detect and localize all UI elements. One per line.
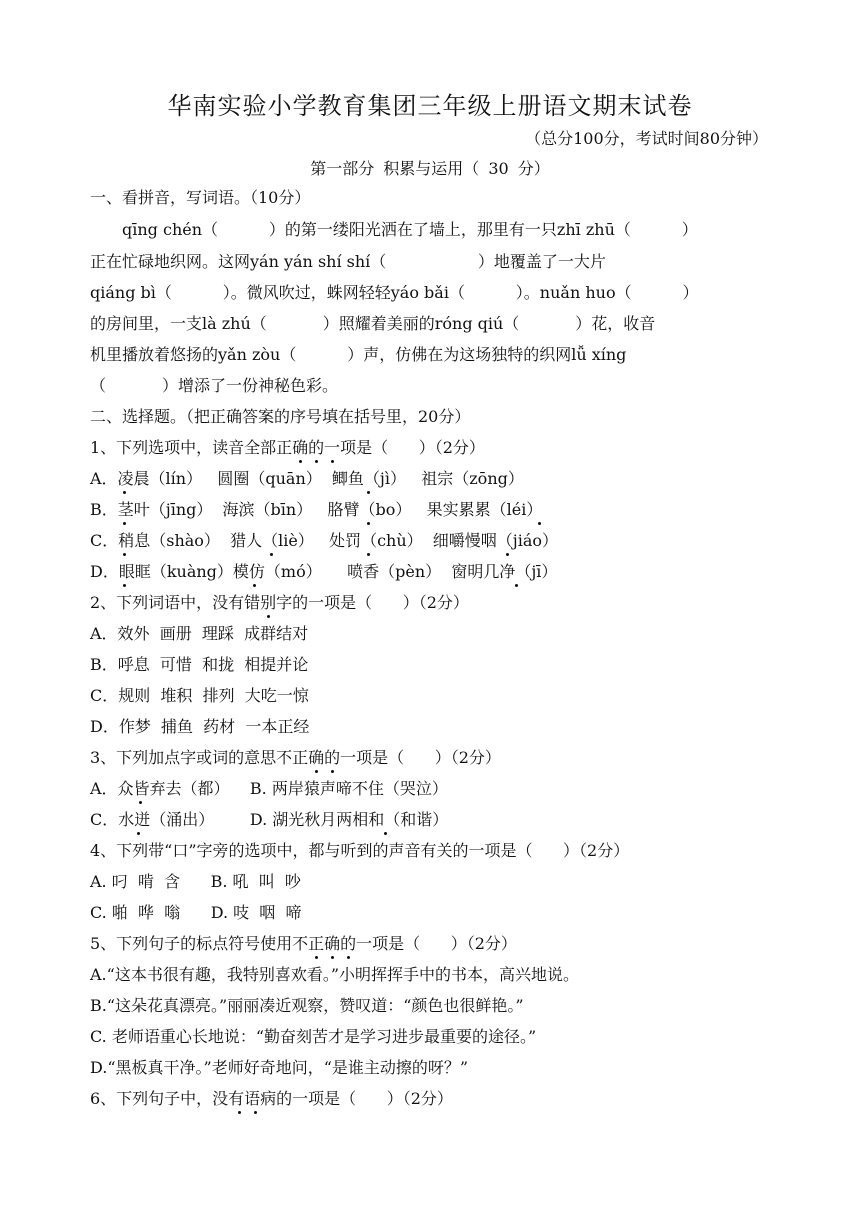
emphasis-dot — [515, 584, 518, 587]
emphasis-dot — [331, 956, 334, 959]
question-option: A．效外 画册 理踩 成群结对 — [90, 624, 309, 643]
question-option: D.“黑板真干净。”老师好奇地问，“是谁主动擦的呀？” — [90, 1058, 469, 1077]
emphasis-dot — [315, 460, 318, 463]
exam-subtitle: （总分100分，考试时间80分钟） — [525, 129, 768, 148]
emphasis-dot — [270, 553, 273, 556]
emphasis-dot — [299, 460, 302, 463]
question-stem: 6、下列句子中，没有语病的一项是（ ）（2分） — [90, 1089, 453, 1108]
question-option: B.“这朵花真漂亮。”丽丽凑近观察，赞叹道：“颜色也很鲜艳。” — [90, 996, 524, 1015]
section1-heading: 一、看拼音，写词语。（10分） — [90, 188, 311, 207]
question-option: D．眼眶（kuàng）模仿（mó） 喷香（pèn） 窗明几净（jī） — [90, 562, 558, 581]
question-stem: 5、下列句子的标点符号使用不正确的一项是（ ）（2分） — [90, 934, 517, 953]
question-option: A．众皆弃去（都） B. 两岸猿声啼不住（哭泣） — [90, 779, 448, 798]
question-option: C．规则 堆积 排列 大吃一惊 — [90, 686, 309, 705]
emphasis-dot — [137, 832, 140, 835]
exam-title: 华南实验小学教育集团三年级上册语文期末试卷 — [167, 92, 693, 120]
question-option: B．呼息 可惜 和拢 相提并论 — [90, 655, 309, 674]
emphasis-dot — [384, 832, 387, 835]
question-stem: 2、下列词语中，没有错别字的一项是（ ）（2分） — [90, 593, 469, 612]
emphasis-dot — [315, 770, 318, 773]
emphasis-dot — [267, 615, 270, 618]
emphasis-dot — [331, 460, 334, 463]
emphasis-dot — [238, 1111, 241, 1114]
emphasis-dot — [123, 522, 126, 525]
pinyin-line: （ ）增添了一份神秘色彩。 — [90, 376, 338, 395]
emphasis-dot — [253, 584, 256, 587]
pinyin-line: qiáng bì（ ）。微风吹过，蛛网轻轻yáo bǎi（ ）。nuǎn huo（ ） — [90, 283, 699, 302]
emphasis-dot — [538, 522, 541, 525]
part-heading: 第一部分 积累与运用（ 30 分） — [310, 159, 550, 178]
emphasis-dot — [139, 801, 142, 804]
emphasis-dot — [254, 1111, 257, 1114]
question-option: A.“这本书很有趣，我特别喜欢看。”小明挥挥手中的书本，高兴地说。 — [90, 965, 580, 984]
pinyin-line: 正在忙碌地织网。这网yán yán shí shí（ ）地覆盖了一大片 — [90, 252, 606, 271]
pinyin-line: 机里播放着悠扬的yǎn zòu（ ）声，仿佛在为这场独特的织网lǚ xíng — [90, 345, 627, 364]
question-option: C．水迸（涌出） D. 湖光秋月两相和（和谐） — [90, 810, 449, 829]
question-option: A．凌晨（lín） 圆圈（quān） 鲫鱼（jì） 祖宗（zōng） — [90, 469, 524, 488]
emphasis-dot — [331, 770, 334, 773]
emphasis-dot — [347, 956, 350, 959]
emphasis-dot — [367, 522, 370, 525]
question-option: B．茎叶（jīng） 海滨（bīn） 胳臂（bo） 果实累累（léi） — [90, 500, 543, 519]
emphasis-dot — [123, 553, 126, 556]
question-option: C．稍息（shào） 猎人（liè） 处罚（chù） 细嚼慢咽（jiáo） — [90, 531, 559, 550]
emphasis-dot — [367, 553, 370, 556]
emphasis-dot — [123, 491, 126, 494]
question-option: C. 啪 哗 嗡 D. 吱 咽 啼 — [90, 903, 302, 922]
emphasis-dot — [367, 491, 370, 494]
question-option: D．作梦 捕鱼 药材 一本正经 — [90, 717, 310, 736]
emphasis-dot — [506, 553, 509, 556]
emphasis-dot — [315, 956, 318, 959]
question-stem: 4、下列带“口”字旁的选项中，都与听到的声音有关的一项是（ ）（2分） — [90, 841, 630, 860]
section2-heading: 二、选择题。（把正确答案的序号填在括号里，20分） — [90, 407, 471, 426]
pinyin-line: qīng chén（ ）的第一缕阳光洒在了墙上，那里有一只zhī zhū（ ） — [122, 220, 698, 239]
pinyin-line: 的房间里，一支là zhú（ ）照耀着美丽的róng qiú（ ）花，收音 — [90, 314, 656, 333]
question-stem: 3、下列加点字或词的意思不正确的一项是（ ）（2分） — [90, 748, 501, 767]
question-option: A. 叼 啃 含 B. 吼 叫 吵 — [90, 872, 301, 891]
question-stem: 1、下列选项中，读音全部正确的一项是（ ）（2分） — [90, 438, 485, 457]
question-option: C. 老师语重心长地说：“勤奋刻苦才是学习进步最重要的途径。” — [90, 1027, 537, 1046]
emphasis-dot — [123, 584, 126, 587]
